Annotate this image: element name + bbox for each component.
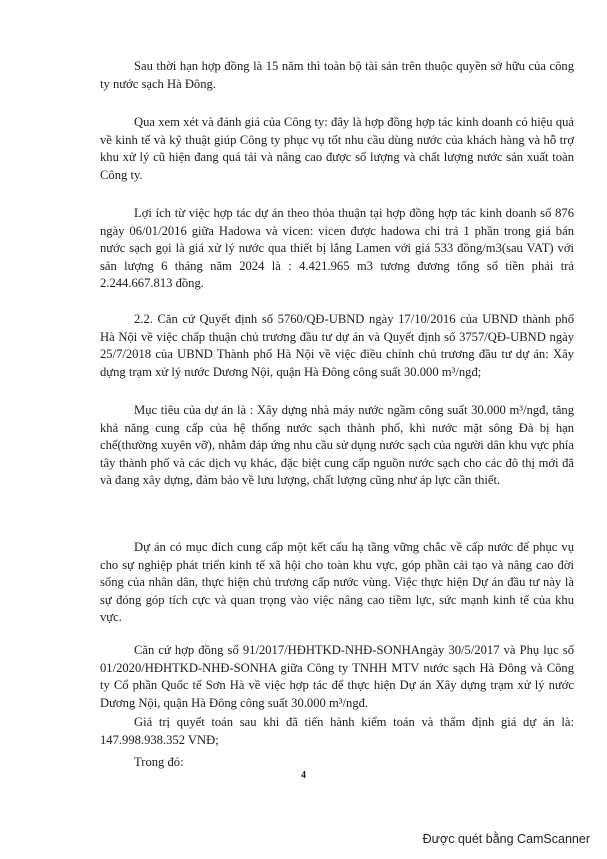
paragraph-of-which: Trong đó: xyxy=(134,755,184,769)
paragraph-settlement-value: Giá trị quyết toán sau khi đã tiến hành kiểm toán và thẩm định giá dự án là: 147.998.938.352 VNĐ; xyxy=(100,715,574,747)
page-number: 4 xyxy=(301,770,306,781)
paragraph-project-objective: Mục tiêu của dự án là : Xây dựng nhà máy nước ngầm công suất 30.000 m³/ngđ, tăng khả năng cung cấp của hệ thống nước sạch thành phố, khi nước mặt sông Đà bị hạn chế(thường xuyên vỡ), nhằm đáp ứng nhu cầu sử dụng nước sạch của người dân khu vực phía tây thành phố và các dịch vụ khác, đặc biệt cung cấp nguồn nước sạch cho các đô thị mới đã và đang xây dựng, đảm bảo về lưu lượng, chất lượng cũng như áp lực cần thiết. xyxy=(100,403,574,487)
paragraph-company-assessment: Qua xem xét và đánh giá của Công ty: đây là hợp đồng hợp tác kinh doanh có hiệu quả về kinh tế và kỹ thuật giúp Công ty phục vụ tốt nhu cầu dùng nước của khách hàng và hỗ trợ khu xử lý cũ hiện đang quá tải và nâng cao được số lượng và chất lượng nước sản xuất toàn Công ty. xyxy=(100,115,574,182)
camscanner-watermark: Được quét bằng CamScanner xyxy=(422,832,590,846)
paragraph-decision-basis: 2.2. Căn cứ Quyết định số 5760/QĐ-UBND ngày 17/10/2016 của UBND thành phố Hà Nội về việc chấp thuận chủ trương đầu tư dự án và Quyết định số 3757/QĐ-UBND ngày 25/7/2018 của UBND Thành phố Hà Nội về việc điều chỉnh chủ trương đầu tư dự án: Xây dựng trạm xử lý nước Dương Nội, quận Hà Đông công suất 30.000 m³/ngđ; xyxy=(100,312,574,379)
paragraph-project-benefit: Lợi ích từ việc hợp tác dự án theo thỏa thuận tại hợp đồng hợp tác kinh doanh số 876 ngày 06/01/2016 giữa Hadowa và vicen: vicen được hadowa chi trả 1 phần trong giá bán nước sạch gọi là giá xử lý nước qua thiết bị lắng Lamen với giá 533 đồng/m3(sau VAT) với sản lượng 6 tháng năm 2024 là : 4.421.965 m3 tương đương tổng số tiền phải trả 2.244.667.813 đồng. xyxy=(100,206,574,290)
paragraph-contract-term: Sau thời hạn hợp đồng là 15 năm thì toàn bộ tài sản trên thuộc quyền sở hữu của công ty nước sạch Hà Đông. xyxy=(100,59,574,91)
paragraph-project-purpose: Dự án có mục đích cung cấp một kết cấu hạ tầng vững chắc về cấp nước để phục vụ cho sự nghiệp phát triển kinh tế xã hội cho toàn khu vực, góp phần cải tạo và nâng cao đời sống của nhân dân, thực hiện chủ trương cấp nước vùng. Việc thực hiện Dự án đầu tư này là sự đóng góp tích cực và quan trọng vào việc nâng cao tiềm lực, sức mạnh kinh tế của khu vực. xyxy=(100,540,574,624)
paragraph-contract-basis: Căn cứ hợp đồng số 91/2017/HĐHTKD-NHĐ-SONHAngày 30/5/2017 và Phụ lục số 01/2020/HĐHTKD-NHĐ-SONHA giữa Công ty TNHH MTV nước sạch Hà Đông và Công ty Cổ phần Quốc tế Sơn Hà về việc hợp tác để thực hiện Dự án Xây dựng trạm xử lý nước Dương Nội, quận Hà Đông công suất 30.000 m³/ngđ. xyxy=(100,643,574,710)
